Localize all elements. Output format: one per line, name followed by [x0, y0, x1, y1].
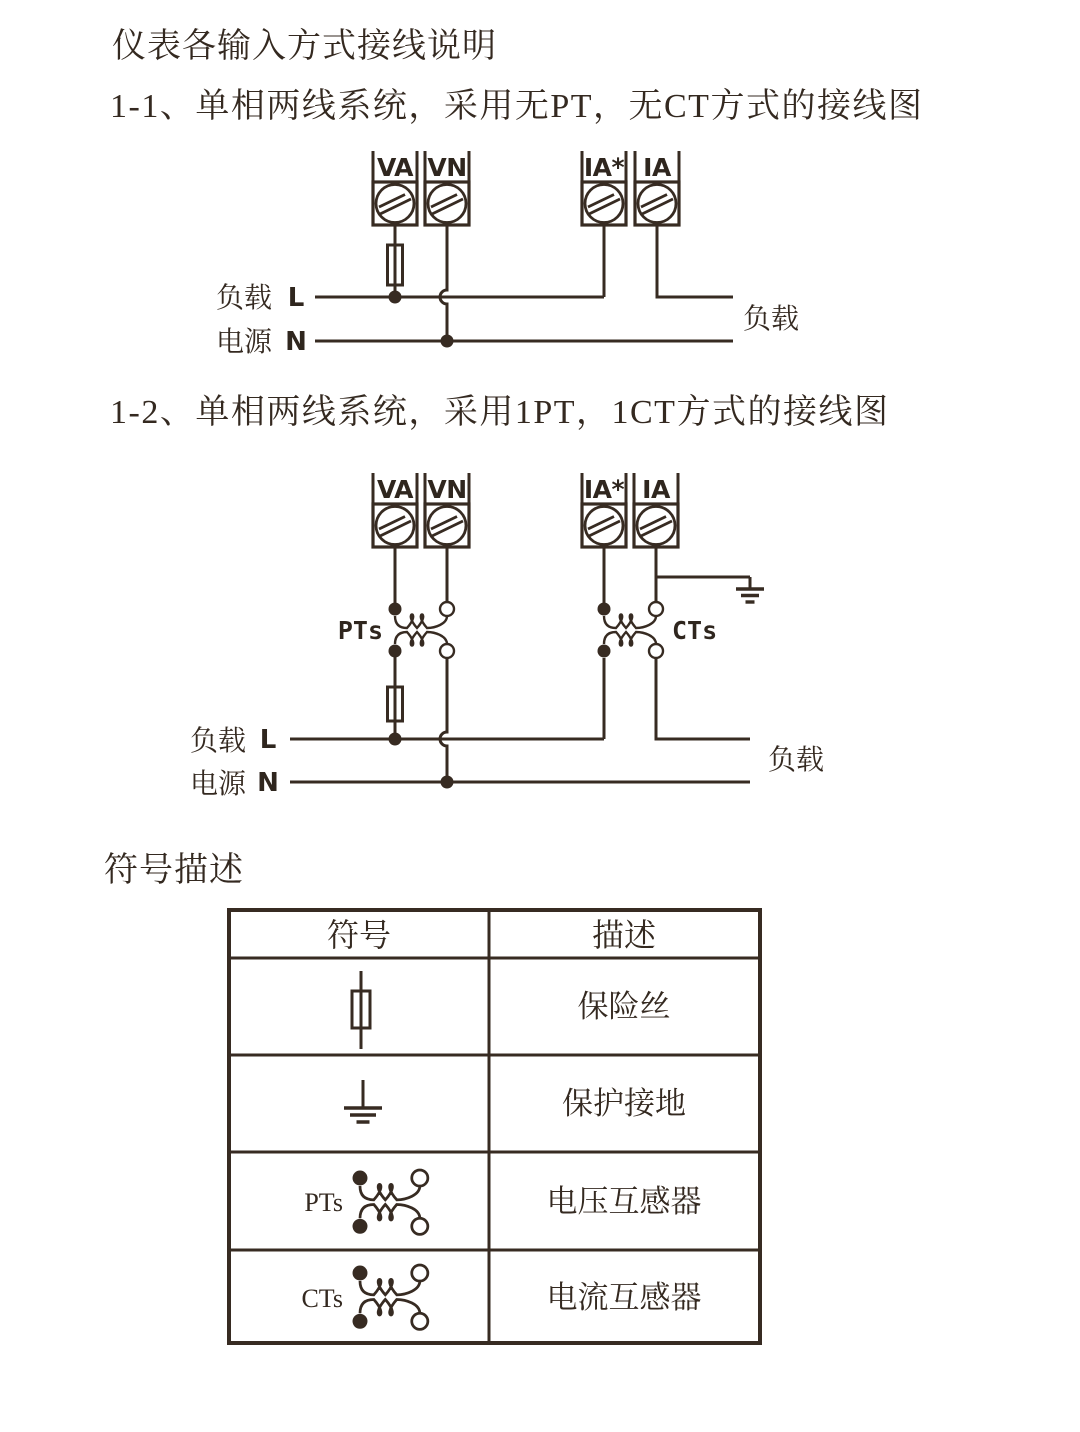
page-title: 仪表各输入方式接线说明: [112, 28, 497, 65]
ct-transformer-symbol: [353, 1265, 428, 1329]
source-label-left: 电源: [216, 327, 273, 358]
table-header-description: 描述: [591, 917, 657, 953]
section-1-1-heading: 1-1、单相两线系统，采用无PT，无CT方式的接线图: [110, 88, 924, 125]
terminal-label-vn: VN: [427, 153, 467, 182]
neutral-label: N: [257, 768, 279, 798]
neutral-label: N: [285, 327, 307, 357]
pt-label: PTs: [337, 616, 383, 645]
table-cell-description: 电流互感器: [546, 1280, 702, 1315]
table-cell-description: 保险丝: [577, 989, 671, 1024]
ct-symbol-label: CTs: [301, 1284, 343, 1313]
source-label-left: 电源: [190, 769, 247, 800]
ground-symbol: [344, 1108, 382, 1122]
junction-dot: [389, 291, 402, 304]
section-1-2-heading: 1-2、单相两线系统，采用1PT，1CT方式的接线图: [110, 394, 890, 431]
load-label-right: 负载: [743, 304, 800, 335]
load-label-right: 负载: [768, 745, 825, 776]
terminal-label-va: VA: [377, 153, 413, 182]
pt-transformer-symbol: [389, 602, 455, 658]
terminal-label-va: VA: [377, 475, 413, 504]
load-label-left: 负载: [216, 283, 273, 314]
junction-dot: [441, 335, 454, 348]
symbols-section-heading: 符号描述: [104, 852, 244, 889]
table-cell-description: 保护接地: [562, 1086, 686, 1121]
ct-transformer-symbol: [598, 602, 664, 658]
diagram-1-no-pt-no-ct: [216, 151, 799, 358]
terminal-label-ia-star: IA*: [583, 153, 625, 182]
pt-secondary-down-wire-with-hop: [440, 658, 447, 782]
ia-wire: [657, 220, 733, 297]
ground-symbol: [736, 577, 764, 602]
terminal-label-ia-star: IA*: [583, 475, 625, 504]
ct-label: CTs: [672, 616, 718, 645]
ct-secondary-down-wire: [656, 658, 750, 739]
vn-wire-with-hop: [440, 220, 447, 341]
pt-symbol-label: PTs: [304, 1188, 343, 1217]
junction-dot: [389, 733, 402, 746]
diagram-2-1pt-1ct: [190, 473, 824, 800]
terminal-label-ia: IA: [642, 475, 670, 504]
table-outer-border: [229, 910, 760, 1343]
symbol-table: [229, 910, 760, 1343]
live-label: L: [287, 283, 305, 313]
table-cell-description: 电压互感器: [546, 1184, 702, 1219]
pt-transformer-symbol: [353, 1170, 428, 1234]
terminal-label-ia: IA: [643, 153, 671, 182]
table-header-symbol: 符号: [326, 917, 392, 953]
junction-dot: [441, 776, 454, 789]
terminal-label-vn: VN: [427, 475, 467, 504]
load-label-left: 负载: [190, 726, 247, 757]
live-label: L: [259, 725, 277, 755]
